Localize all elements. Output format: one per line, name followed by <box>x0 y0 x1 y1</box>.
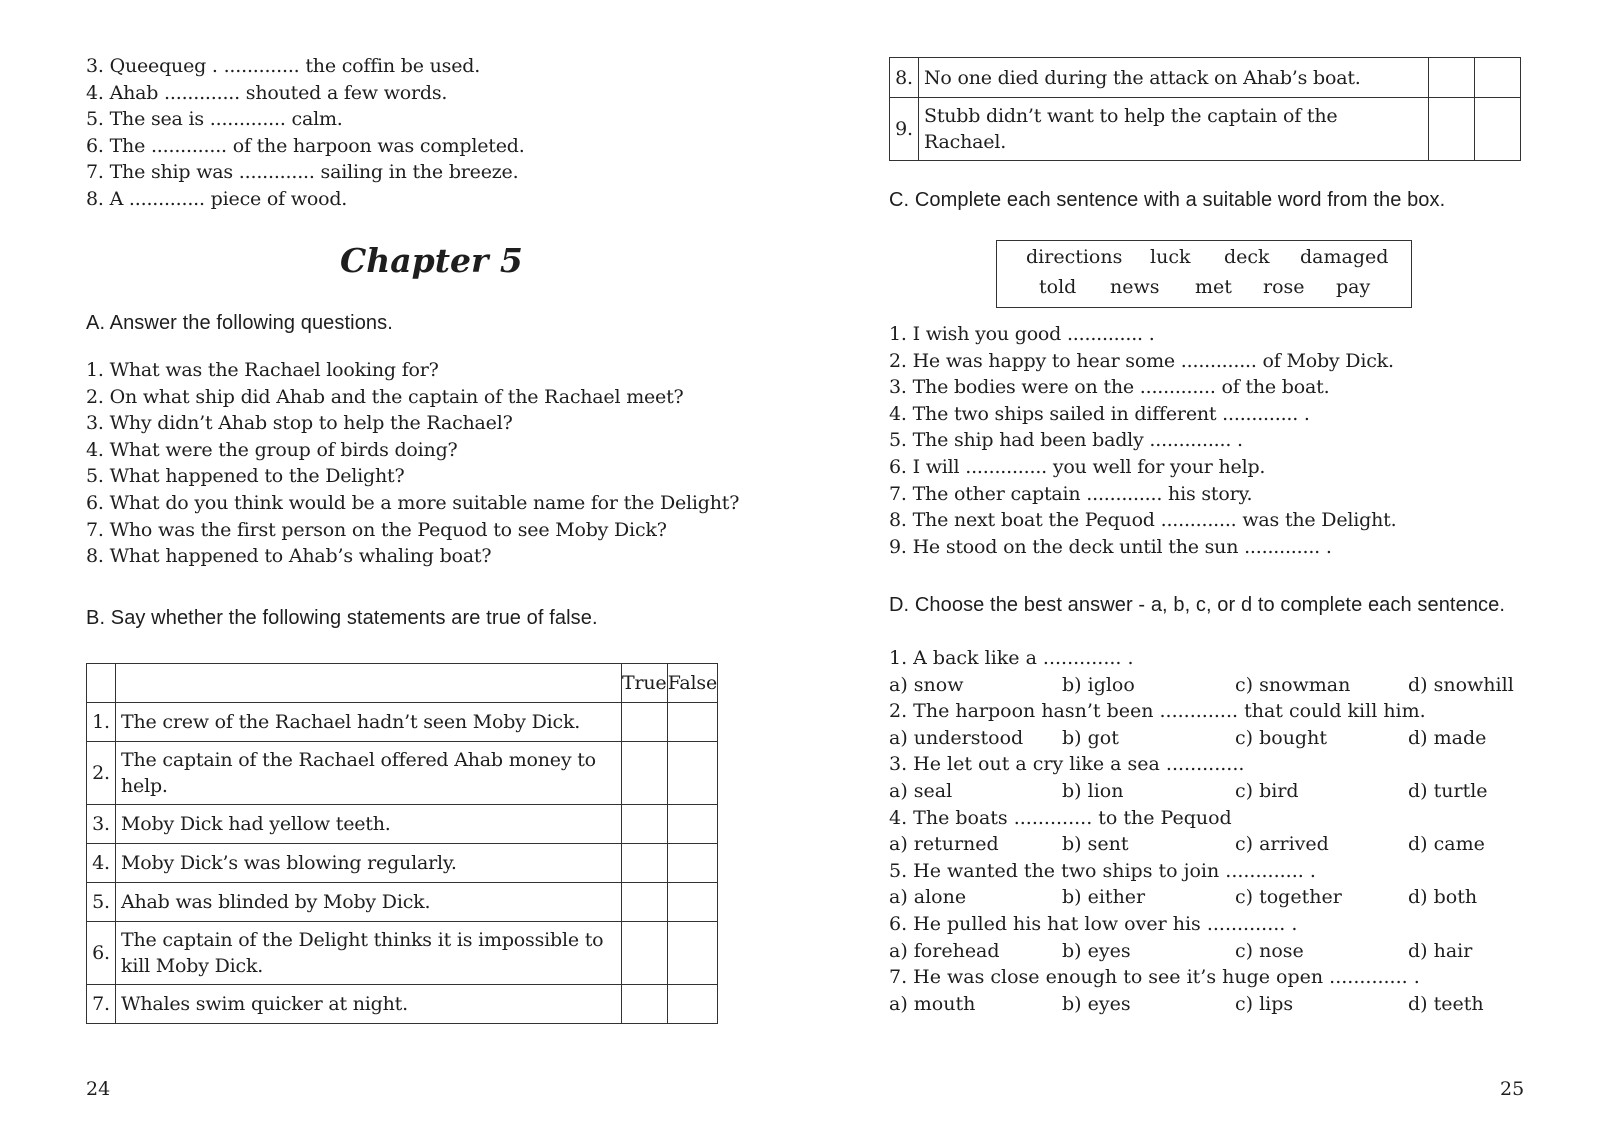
false-answer-cell[interactable] <box>667 883 717 922</box>
sentence: 4. The two ships sailed in different ............. . <box>889 402 1310 425</box>
table-header-cell <box>87 664 116 703</box>
true-false-table-continued <box>889 57 1521 161</box>
option-a[interactable]: a) seal <box>889 779 953 802</box>
row-number: 1. <box>87 703 116 742</box>
answer-options <box>889 778 1529 805</box>
question: 3. Why didn’t Ahab stop to help the Rachael? <box>86 412 513 435</box>
question <box>889 645 1529 672</box>
option-d[interactable]: d) came <box>1408 833 1485 856</box>
sentence: 8. A ............. piece of wood. <box>86 187 348 210</box>
section-d-items <box>889 645 1529 1017</box>
section-c-sentences <box>889 321 1396 560</box>
question-text: 1. A back like a ............. . <box>889 647 1134 669</box>
option-a[interactable]: a) alone <box>889 886 967 909</box>
option-d[interactable]: d) turtle <box>1408 779 1488 802</box>
table-header-row <box>87 664 718 703</box>
table-row <box>890 98 1521 161</box>
true-answer-cell[interactable] <box>621 883 667 922</box>
question <box>889 964 1529 991</box>
option-d[interactable]: d) hair <box>1408 939 1473 962</box>
option-c[interactable]: c) bird <box>1235 779 1299 802</box>
statement: Ahab was blinded by Moby Dick. <box>116 883 622 922</box>
word-box <box>996 240 1412 308</box>
word-box-word: pay <box>1336 276 1371 298</box>
answer-options <box>889 831 1529 858</box>
section-a-questions <box>86 357 739 570</box>
table-row <box>87 805 718 844</box>
question <box>889 751 1529 778</box>
question <box>889 858 1529 885</box>
answer-options <box>889 938 1529 965</box>
page-number: 24 <box>86 1078 111 1100</box>
false-answer-cell[interactable] <box>667 703 717 742</box>
false-answer-cell[interactable] <box>667 742 717 805</box>
sentence: 7. The other captain ............. his story. <box>889 482 1253 505</box>
word-box-word: luck <box>1150 246 1191 268</box>
option-c[interactable]: c) lips <box>1235 992 1294 1015</box>
section-d-heading: D. Choose the best answer - a, b, c, or d to complete each sentence. <box>889 594 1506 616</box>
question-text: 3. He let out a cry like a sea ............. <box>889 753 1245 776</box>
option-c[interactable]: c) together <box>1235 886 1342 909</box>
sentence: 8. The next boat the Pequod ............. was the Delight. <box>889 509 1397 532</box>
answer-options <box>889 672 1529 699</box>
table-row <box>87 985 718 1024</box>
sentence: 5. The sea is ............. calm. <box>86 108 343 131</box>
statement: No one died during the attack on Ahab’s boat. <box>919 58 1429 98</box>
question <box>889 805 1529 832</box>
true-column-header: True <box>621 664 667 703</box>
option-d[interactable]: d) snowhill <box>1408 673 1514 696</box>
row-number: 2. <box>87 742 116 805</box>
row-number: 8. <box>890 58 919 98</box>
chapter-title: Chapter 5 <box>340 241 523 280</box>
sentence: 6. I will .............. you well for your help. <box>889 455 1266 478</box>
option-a[interactable]: a) mouth <box>889 992 976 1015</box>
row-number: 4. <box>87 844 116 883</box>
sentence: 5. The ship had been badly .............. . <box>889 429 1243 452</box>
question: 5. What happened to the Delight? <box>86 465 405 488</box>
option-a[interactable]: a) returned <box>889 833 999 856</box>
table-header-cell <box>116 664 622 703</box>
row-number: 9. <box>890 98 919 161</box>
statement: Whales swim quicker at night. <box>116 985 622 1024</box>
row-number: 6. <box>87 922 116 985</box>
true-answer-cell[interactable] <box>621 985 667 1024</box>
sentence: 3. Queequeg . ............. the coffin be used. <box>86 55 481 77</box>
previous-exercise-sentences <box>86 53 525 213</box>
table-row <box>87 703 718 742</box>
sentence: 2. He was happy to hear some ............. of Moby Dick. <box>889 349 1394 372</box>
word-box-word: rose <box>1263 276 1305 298</box>
word-box-row <box>997 276 1411 302</box>
row-number: 5. <box>87 883 116 922</box>
question <box>889 911 1529 938</box>
table-row <box>87 883 718 922</box>
false-answer-cell[interactable] <box>667 844 717 883</box>
option-b[interactable]: b) either <box>1062 886 1146 909</box>
word-box-row <box>997 246 1411 272</box>
true-answer-cell[interactable] <box>621 844 667 883</box>
option-b[interactable]: b) lion <box>1062 779 1124 802</box>
false-answer-cell[interactable] <box>667 805 717 844</box>
word-box-word: directions <box>1026 246 1123 268</box>
answer-options <box>889 991 1529 1018</box>
table-row <box>890 58 1521 98</box>
row-number: 7. <box>87 985 116 1024</box>
section-c-heading: C. Complete each sentence with a suitable word from the box. <box>889 189 1446 211</box>
option-d[interactable]: d) both <box>1408 886 1478 909</box>
true-answer-cell[interactable] <box>1429 58 1475 98</box>
question-text: 7. He was close enough to see it’s huge open ............. . <box>889 966 1420 989</box>
true-answer-cell[interactable] <box>621 742 667 805</box>
question <box>889 698 1529 725</box>
word-box-word: met <box>1195 276 1232 298</box>
true-answer-cell[interactable] <box>621 922 667 985</box>
false-column-header: False <box>667 664 717 703</box>
question: 1. What was the Rachael looking for? <box>86 359 439 381</box>
option-c[interactable]: c) bought <box>1235 726 1327 749</box>
option-a[interactable]: a) forehead <box>889 939 1000 962</box>
word-box-word: told <box>1039 276 1077 298</box>
question-text: 4. The boats ............. to the Pequod <box>889 806 1232 829</box>
option-b[interactable]: b) igloo <box>1062 673 1135 696</box>
table-row <box>87 742 718 805</box>
option-a[interactable]: a) understood <box>889 726 1024 749</box>
word-box-word: deck <box>1224 246 1270 268</box>
false-answer-cell[interactable] <box>1475 98 1521 161</box>
section-b-heading: B. Say whether the following statements are true of false. <box>86 607 598 629</box>
true-answer-cell[interactable] <box>621 703 667 742</box>
false-answer-cell[interactable] <box>667 985 717 1024</box>
question: 8. What happened to Ahab’s whaling boat? <box>86 545 492 568</box>
sentence: 6. The ............. of the harpoon was completed. <box>86 134 525 157</box>
answer-options <box>889 725 1529 752</box>
true-answer-cell[interactable] <box>1429 98 1475 161</box>
table-row <box>87 844 718 883</box>
statement: The captain of the Delight thinks it is impossible to kill Moby Dick. <box>116 922 622 985</box>
option-a[interactable]: a) snow <box>889 673 964 696</box>
sentence: 9. He stood on the deck until the sun ............. . <box>889 535 1332 558</box>
false-answer-cell[interactable] <box>667 922 717 985</box>
statement: The crew of the Rachael hadn’t seen Moby Dick. <box>116 703 622 742</box>
row-number: 3. <box>87 805 116 844</box>
statement: The captain of the Rachael offered Ahab money to help. <box>116 742 622 805</box>
word-box-word: damaged <box>1300 246 1389 268</box>
option-b[interactable]: b) sent <box>1062 833 1129 856</box>
sentence: 1. I wish you good ............. . <box>889 323 1155 345</box>
statement: Stubb didn’t want to help the captain of the Rachael. <box>919 98 1429 161</box>
right-page <box>800 0 1600 1143</box>
true-answer-cell[interactable] <box>621 805 667 844</box>
option-c[interactable]: c) arrived <box>1235 833 1329 856</box>
option-b[interactable]: b) got <box>1062 726 1119 749</box>
question-text: 6. He pulled his hat low over his ............. . <box>889 912 1298 935</box>
sentence: 7. The ship was ............. sailing in the breeze. <box>86 161 519 184</box>
question: 7. Who was the first person on the Pequod to see Moby Dick? <box>86 518 667 541</box>
sentence: 3. The bodies were on the ............. of the boat. <box>889 376 1330 399</box>
option-b[interactable]: b) eyes <box>1062 992 1131 1015</box>
question: 2. On what ship did Ahab and the captain of the Rachael meet? <box>86 385 684 408</box>
question: 6. What do you think would be a more suitable name for the Delight? <box>86 491 740 514</box>
false-answer-cell[interactable] <box>1475 58 1521 98</box>
table-row <box>87 922 718 985</box>
page-number: 25 <box>1500 1078 1525 1100</box>
statement: Moby Dick’s was blowing regularly. <box>116 844 622 883</box>
option-c[interactable]: c) nose <box>1235 939 1304 962</box>
option-b[interactable]: b) eyes <box>1062 939 1131 962</box>
question-text: 5. He wanted the two ships to join ............. . <box>889 859 1316 882</box>
option-d[interactable]: d) teeth <box>1408 992 1484 1015</box>
statement: Moby Dick had yellow teeth. <box>116 805 622 844</box>
answer-options <box>889 884 1529 911</box>
question: 4. What were the group of birds doing? <box>86 438 458 461</box>
word-box-word: news <box>1110 276 1160 298</box>
question-text: 2. The harpoon hasn’t been ............. that could kill him. <box>889 700 1426 723</box>
option-c[interactable]: c) snowman <box>1235 673 1351 696</box>
sentence: 4. Ahab ............. shouted a few words. <box>86 81 448 104</box>
option-d[interactable]: d) made <box>1408 726 1487 749</box>
true-false-table <box>86 663 718 1024</box>
section-a-heading: A. Answer the following questions. <box>86 312 393 334</box>
